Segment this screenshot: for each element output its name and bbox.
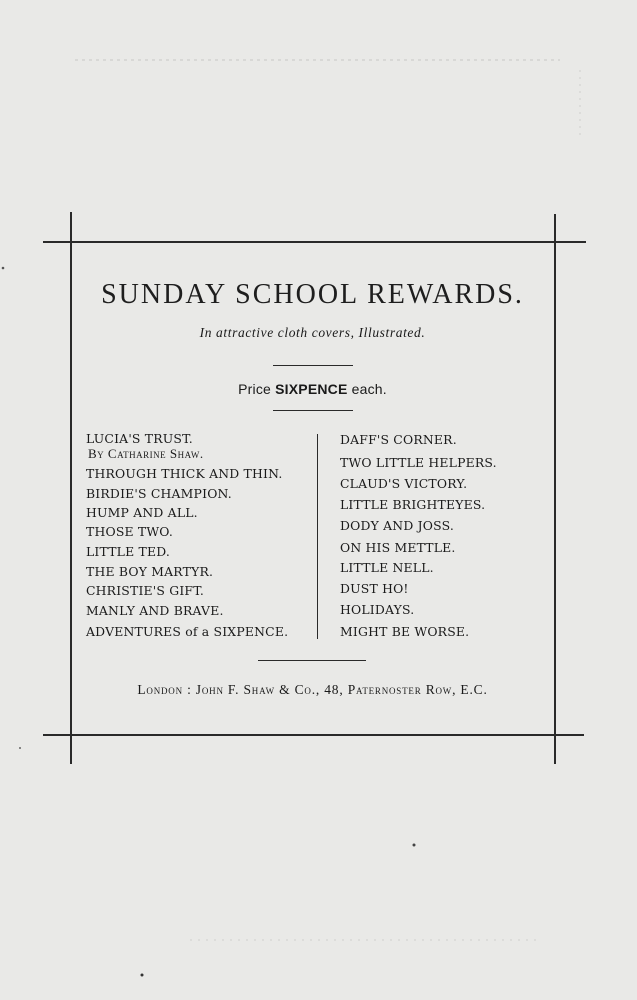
column-divider	[317, 434, 318, 639]
book-title: THROUGH THICK AND THIN.	[86, 466, 283, 481]
book-title: HOLIDAYS.	[340, 602, 415, 617]
page-title: SUNDAY SCHOOL REWARDS.	[101, 279, 524, 310]
book-list-right	[340, 0, 550, 1000]
price-suffix: each.	[347, 381, 387, 397]
book-title: MIGHT BE WORSE.	[340, 624, 470, 639]
price-emphasis: SIXPENCE	[275, 381, 348, 397]
book-title: LITTLE NELL.	[340, 560, 434, 575]
book-title: ON HIS METTLE.	[340, 540, 456, 555]
book-title: DAFF'S CORNER.	[340, 432, 457, 447]
book-title: LITTLE BRIGHTEYES.	[340, 497, 486, 512]
book-title: CLAUD'S VICTORY.	[340, 476, 468, 491]
book-title: MANLY AND BRAVE.	[86, 603, 224, 618]
page-subtitle: In attractive cloth covers, Illustrated.	[199, 325, 426, 340]
book-title: LUCIA'S TRUST.	[86, 431, 193, 446]
book-list-left	[86, 0, 316, 1000]
book-title: ADVENTURES of a SIXPENCE.	[86, 624, 289, 639]
book-author: By Catharine Shaw.	[88, 446, 204, 461]
book-title: LITTLE TED.	[86, 544, 171, 559]
book-title: HUMP AND ALL.	[86, 505, 198, 520]
book-title: CHRISTIE'S GIFT.	[86, 583, 205, 598]
divider-footer	[258, 660, 366, 661]
publisher-imprint: London : John F. Shaw & Co., 48, Paternoster Row, E.C.	[137, 682, 488, 697]
book-title: THOSE TWO.	[86, 524, 174, 539]
book-title: BIRDIE'S CHAMPION.	[86, 486, 232, 501]
book-title: DODY AND JOSS.	[340, 518, 454, 533]
book-title: DUST HO!	[340, 581, 409, 596]
book-title: THE BOY MARTYR.	[86, 564, 214, 579]
price-prefix: Price	[238, 381, 276, 397]
book-title: TWO LITTLE HELPERS.	[340, 455, 497, 470]
